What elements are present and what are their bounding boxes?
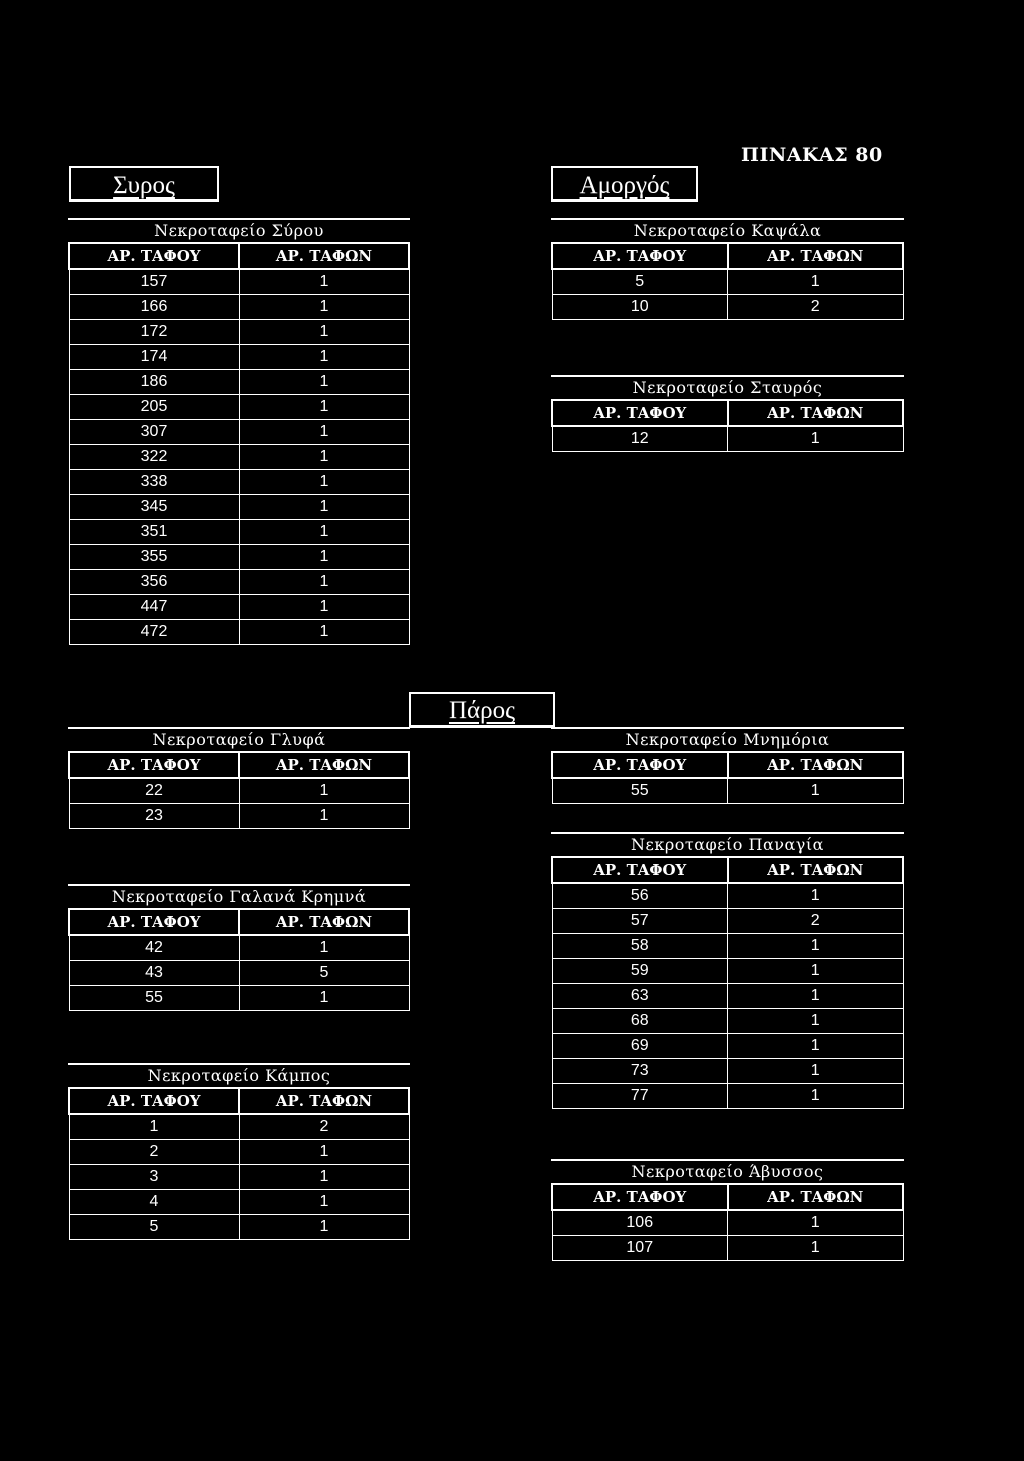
grave-number-cell: 3: [69, 1165, 239, 1190]
burials-count-cell: 1: [728, 934, 904, 959]
burials-count-cell: 1: [728, 269, 904, 295]
burials-count-cell: 1: [728, 883, 904, 909]
table-kapsala: [551, 218, 904, 320]
grave-number-cell: 68: [552, 1009, 728, 1034]
region-amorgos: [551, 166, 698, 202]
table-title: Νεκροταφείο Καψάλα: [551, 218, 904, 242]
column-header-grave-no: ΑΡ. ΤΑΦΟΥ: [552, 752, 728, 778]
header-row: [69, 752, 409, 778]
grave-number-cell: 1: [69, 1114, 239, 1140]
region-syros: [69, 166, 219, 202]
grave-number-cell: 23: [69, 804, 239, 829]
data-table: [551, 242, 904, 320]
burials-count-cell: 1: [728, 1009, 904, 1034]
table-row: [552, 1210, 903, 1236]
table-row: [69, 986, 409, 1011]
column-header-grave-no: ΑΡ. ΤΑΦΟΥ: [69, 1088, 239, 1114]
table-kampos: [68, 1063, 410, 1240]
column-header-burials-no: ΑΡ. ΤΑΦΩΝ: [728, 400, 904, 426]
header-row: [69, 909, 409, 935]
column-header-burials-no: ΑΡ. ΤΑΦΩΝ: [239, 752, 409, 778]
table-syrou: [68, 218, 410, 645]
grave-number-cell: 56: [552, 883, 728, 909]
header-row: [552, 752, 903, 778]
table-row: [69, 1114, 409, 1140]
grave-number-cell: 5: [552, 269, 728, 295]
table-row: [552, 269, 903, 295]
table-title: Νεκροταφείο Μνημόρια: [551, 727, 904, 751]
column-header-burials-no: ΑΡ. ΤΑΦΩΝ: [728, 243, 904, 269]
column-header-burials-no: ΑΡ. ΤΑΦΩΝ: [728, 857, 904, 883]
burials-count-cell: 1: [239, 470, 409, 495]
burials-count-cell: 1: [239, 345, 409, 370]
grave-number-cell: 58: [552, 934, 728, 959]
column-header-burials-no: ΑΡ. ΤΑΦΩΝ: [239, 243, 409, 269]
table-row: [69, 1190, 409, 1215]
burials-count-cell: 1: [239, 986, 409, 1011]
table-row: [69, 620, 409, 645]
grave-number-cell: 447: [69, 595, 239, 620]
column-header-burials-no: ΑΡ. ΤΑΦΩΝ: [728, 752, 904, 778]
table-mnimoria: [551, 727, 904, 804]
data-table: [551, 1183, 904, 1261]
table-panagia: [551, 832, 904, 1109]
table-row: [69, 445, 409, 470]
burials-count-cell: 2: [728, 295, 904, 320]
table-row: [69, 269, 409, 295]
table-row: [552, 426, 903, 452]
column-header-grave-no: ΑΡ. ΤΑΦΟΥ: [69, 752, 239, 778]
burials-count-cell: 1: [239, 1165, 409, 1190]
grave-number-cell: 356: [69, 570, 239, 595]
table-row: [552, 934, 903, 959]
column-header-grave-no: ΑΡ. ΤΑΦΟΥ: [552, 400, 728, 426]
table-row: [69, 320, 409, 345]
table-title: Νεκροταφείο Σύρου: [68, 218, 410, 242]
region-amorgos-label: Αμοργός: [579, 172, 670, 199]
table-galana: [68, 884, 410, 1011]
table-row: [69, 1215, 409, 1240]
grave-number-cell: 107: [552, 1236, 728, 1261]
burials-count-cell: 1: [239, 1140, 409, 1165]
burials-count-cell: 1: [239, 1190, 409, 1215]
data-table: [551, 856, 904, 1109]
page-label: ΠΙΝΑΚΑΣ 80: [741, 144, 883, 166]
grave-number-cell: 338: [69, 470, 239, 495]
data-table: [68, 1087, 410, 1240]
table-stavros: [551, 375, 904, 452]
burials-count-cell: 1: [728, 959, 904, 984]
burials-count-cell: 1: [239, 269, 409, 295]
region-paros-label: Πάρος: [448, 697, 516, 724]
grave-number-cell: 205: [69, 395, 239, 420]
table-row: [69, 470, 409, 495]
grave-number-cell: 12: [552, 426, 728, 452]
burials-count-cell: 1: [728, 426, 904, 452]
table-row: [552, 909, 903, 934]
column-header-grave-no: ΑΡ. ΤΑΦΟΥ: [552, 1184, 728, 1210]
burials-count-cell: 1: [239, 570, 409, 595]
burials-count-cell: 1: [239, 395, 409, 420]
burials-count-cell: 1: [239, 620, 409, 645]
table-row: [552, 1034, 903, 1059]
data-table: [68, 242, 410, 645]
burials-count-cell: 2: [728, 909, 904, 934]
table-row: [69, 1165, 409, 1190]
grave-number-cell: 63: [552, 984, 728, 1009]
grave-number-cell: 307: [69, 420, 239, 445]
burials-count-cell: 1: [239, 495, 409, 520]
grave-number-cell: 57: [552, 909, 728, 934]
burials-count-cell: 1: [239, 545, 409, 570]
burials-count-cell: 1: [239, 320, 409, 345]
burials-count-cell: 1: [239, 520, 409, 545]
table-row: [69, 804, 409, 829]
data-table: [68, 751, 410, 829]
grave-number-cell: 351: [69, 520, 239, 545]
header-row: [69, 1088, 409, 1114]
table-row: [552, 984, 903, 1009]
table-row: [552, 1009, 903, 1034]
grave-number-cell: 59: [552, 959, 728, 984]
burials-count-cell: 1: [239, 595, 409, 620]
grave-number-cell: 345: [69, 495, 239, 520]
header-row: [552, 400, 903, 426]
region-paros: [409, 692, 555, 728]
table-row: [552, 1236, 903, 1261]
table-row: [69, 345, 409, 370]
data-table: [551, 399, 904, 452]
burials-count-cell: 1: [728, 984, 904, 1009]
burials-count-cell: 1: [239, 778, 409, 804]
data-table: [551, 751, 904, 804]
table-row: [552, 959, 903, 984]
grave-number-cell: 157: [69, 269, 239, 295]
table-avyssos: [551, 1159, 904, 1261]
burials-count-cell: 1: [728, 1059, 904, 1084]
column-header-grave-no: ΑΡ. ΤΑΦΟΥ: [552, 857, 728, 883]
table-row: [69, 295, 409, 320]
header-row: [552, 857, 903, 883]
column-header-grave-no: ΑΡ. ΤΑΦΟΥ: [69, 243, 239, 269]
grave-number-cell: 106: [552, 1210, 728, 1236]
burials-count-cell: 1: [239, 935, 409, 961]
table-row: [69, 935, 409, 961]
region-syros-label: Συρος: [113, 172, 175, 199]
burials-count-cell: 1: [728, 1034, 904, 1059]
table-title: Νεκροταφείο Γλυφά: [68, 727, 410, 751]
grave-number-cell: 10: [552, 295, 728, 320]
grave-number-cell: 4: [69, 1190, 239, 1215]
burials-count-cell: 1: [239, 370, 409, 395]
burials-count-cell: 1: [239, 1215, 409, 1240]
table-row: [552, 295, 903, 320]
column-header-burials-no: ΑΡ. ΤΑΦΩΝ: [728, 1184, 904, 1210]
grave-number-cell: 172: [69, 320, 239, 345]
table-row: [69, 370, 409, 395]
table-row: [69, 545, 409, 570]
grave-number-cell: 2: [69, 1140, 239, 1165]
table-row: [552, 883, 903, 909]
header-row: [69, 243, 409, 269]
burials-count-cell: 1: [728, 1236, 904, 1261]
grave-number-cell: 355: [69, 545, 239, 570]
grave-number-cell: 69: [552, 1034, 728, 1059]
burials-count-cell: 5: [239, 961, 409, 986]
grave-number-cell: 322: [69, 445, 239, 470]
burials-count-cell: 1: [728, 778, 904, 804]
header-row: [552, 1184, 903, 1210]
table-title: Νεκροταφείο Σταυρός: [551, 375, 904, 399]
column-header-burials-no: ΑΡ. ΤΑΦΩΝ: [239, 1088, 409, 1114]
burials-count-cell: 1: [239, 445, 409, 470]
table-row: [69, 395, 409, 420]
table-row: [69, 570, 409, 595]
table-row: [552, 778, 903, 804]
grave-number-cell: 43: [69, 961, 239, 986]
grave-number-cell: 166: [69, 295, 239, 320]
column-header-grave-no: ΑΡ. ΤΑΦΟΥ: [552, 243, 728, 269]
table-row: [69, 595, 409, 620]
table-row: [552, 1059, 903, 1084]
table-row: [69, 495, 409, 520]
column-header-grave-no: ΑΡ. ΤΑΦΟΥ: [69, 909, 239, 935]
burials-count-cell: 1: [728, 1084, 904, 1109]
grave-number-cell: 55: [69, 986, 239, 1011]
table-row: [69, 420, 409, 445]
column-header-burials-no: ΑΡ. ΤΑΦΩΝ: [239, 909, 409, 935]
grave-number-cell: 42: [69, 935, 239, 961]
grave-number-cell: 73: [552, 1059, 728, 1084]
table-title: Νεκροταφείο Άβυσσος: [551, 1159, 904, 1183]
table-glyfa: [68, 727, 410, 829]
table-row: [552, 1084, 903, 1109]
table-row: [69, 1140, 409, 1165]
burials-count-cell: 1: [728, 1210, 904, 1236]
table-title: Νεκροταφείο Κάμπος: [68, 1063, 410, 1087]
table-row: [69, 778, 409, 804]
table-title: Νεκροταφείο Γαλανά Κρημνά: [68, 884, 410, 908]
table-title: Νεκροταφείο Παναγία: [551, 832, 904, 856]
grave-number-cell: 472: [69, 620, 239, 645]
grave-number-cell: 186: [69, 370, 239, 395]
burials-count-cell: 1: [239, 295, 409, 320]
burials-count-cell: 2: [239, 1114, 409, 1140]
table-row: [69, 520, 409, 545]
header-row: [552, 243, 903, 269]
grave-number-cell: 77: [552, 1084, 728, 1109]
burials-count-cell: 1: [239, 804, 409, 829]
grave-number-cell: 22: [69, 778, 239, 804]
burials-count-cell: 1: [239, 420, 409, 445]
grave-number-cell: 5: [69, 1215, 239, 1240]
table-row: [69, 961, 409, 986]
data-table: [68, 908, 410, 1011]
grave-number-cell: 174: [69, 345, 239, 370]
grave-number-cell: 55: [552, 778, 728, 804]
